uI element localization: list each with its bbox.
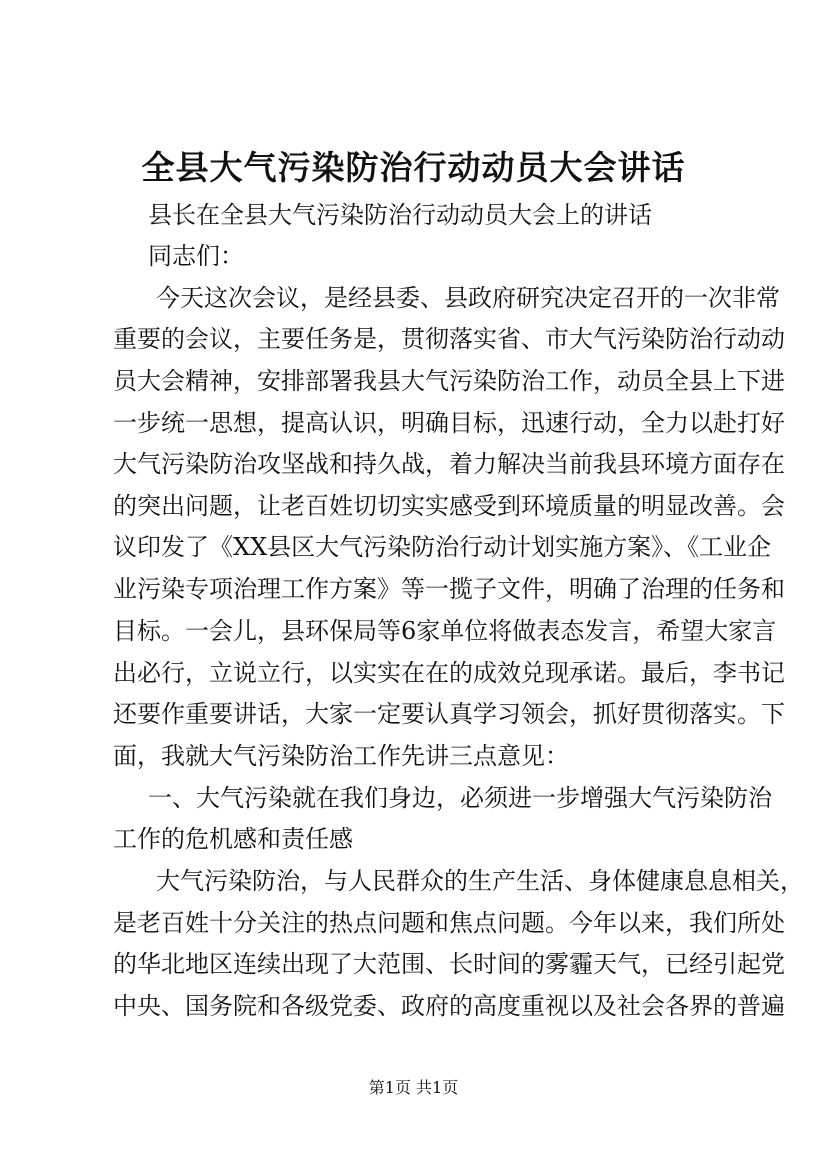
body-line: 大气污染防治攻坚战和持久战，着力解决当前我县环境方面存在 [113, 450, 785, 478]
body-line: 业污染专项治理工作方案》等一揽子文件，明确了治理的任务和 [113, 575, 785, 603]
body-line: 议印发了《XX县区大气污染防治行动计划实施方案》、《工业企 [113, 533, 772, 561]
subtitle-line: 县长在全县大气污染防治行动动员大会上的讲话 [148, 201, 652, 229]
body-line: 的突出问题，让老百姓切切实实感受到环境质量的明显改善。会 [113, 492, 785, 520]
body-line: 目标。一会儿，县环保局等6家单位将做表态发言，希望大家言 [113, 617, 777, 645]
body-line: 重要的会议，主要任务是，贯彻落实省、市大气污染防治行动动 [113, 325, 785, 353]
body-line: 还要作重要讲话，大家一定要认真学习领会，抓好贯彻落实。下 [113, 700, 785, 728]
body-line: 面，我就大气污染防治工作先讲三点意见： [113, 742, 569, 770]
body-line: 大气污染防治，与人民群众的生产生活、身体健康息息相关， [156, 867, 804, 895]
body-line: 员大会精神，安排部署我县大气污染防治工作，动员全县上下进 [113, 367, 785, 395]
salutation-line: 同志们： [148, 242, 244, 270]
section-heading-line: 工作的危机感和责任感 [113, 825, 353, 853]
body-line: 一步统一思想，提高认识，明确目标，迅速行动，全力以赴打好 [113, 409, 785, 437]
body-line: 是老百姓十分关注的热点问题和焦点问题。今年以来，我们所处 [113, 909, 785, 937]
document-title: 全县大气污染防治行动动员大会讲话 [141, 148, 686, 187]
body-line: 的华北地区连续出现了大范围、长时间的雾霾天气，已经引起党 [113, 950, 785, 978]
body-line: 今天这次会议，是经县委、县政府研究决定召开的一次非常 [156, 284, 780, 312]
section-heading-line: 一、大气污染就在我们身边，必须进一步增强大气污染防治 [148, 784, 772, 812]
body-line: 出必行，立说立行，以实实在在的成效兑现承诺。最后，李书记 [113, 659, 785, 687]
body-line: 中央、国务院和各级党委、政府的高度重视以及社会各界的普遍 [113, 992, 785, 1020]
page-number-footer: 第1页 共1页 [368, 1078, 459, 1097]
